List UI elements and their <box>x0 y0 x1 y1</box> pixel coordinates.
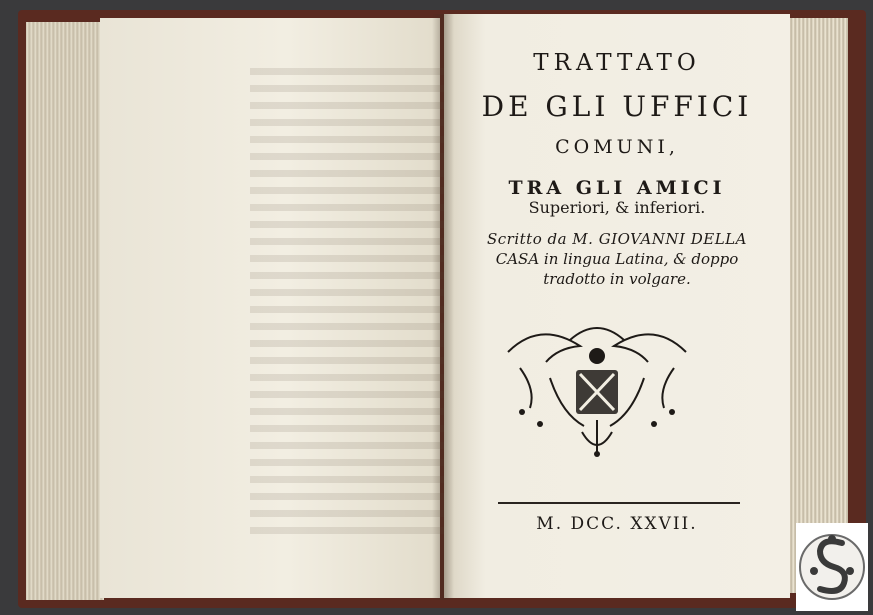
author-line-1: Scritto da M. GIOVANNI DELLA <box>487 230 747 248</box>
left-page <box>100 18 440 598</box>
left-page-edges <box>26 22 104 600</box>
crossed-arrows-ornament-icon <box>500 320 694 460</box>
date-rule <box>498 502 740 504</box>
imprint-date: M. DCC. XXVII. <box>536 514 698 534</box>
title-line-1: TRATTATO <box>533 50 701 76</box>
author-line-2: CASA in lingua Latina, & doppo <box>495 250 739 268</box>
title-line-5: Superiori, & inferiori. <box>528 198 706 217</box>
book-gutter <box>432 14 454 600</box>
right-page-edges <box>788 18 848 593</box>
title-line-2: DE GLI UFFICI <box>481 90 753 123</box>
title-page <box>444 14 790 598</box>
author-line-3: tradotto in volgare. <box>543 270 691 288</box>
title-line-3: COMUNI, <box>555 136 679 158</box>
library-monogram-seal-icon <box>796 523 868 611</box>
title-line-4: TRA GLI AMICI <box>508 177 726 199</box>
